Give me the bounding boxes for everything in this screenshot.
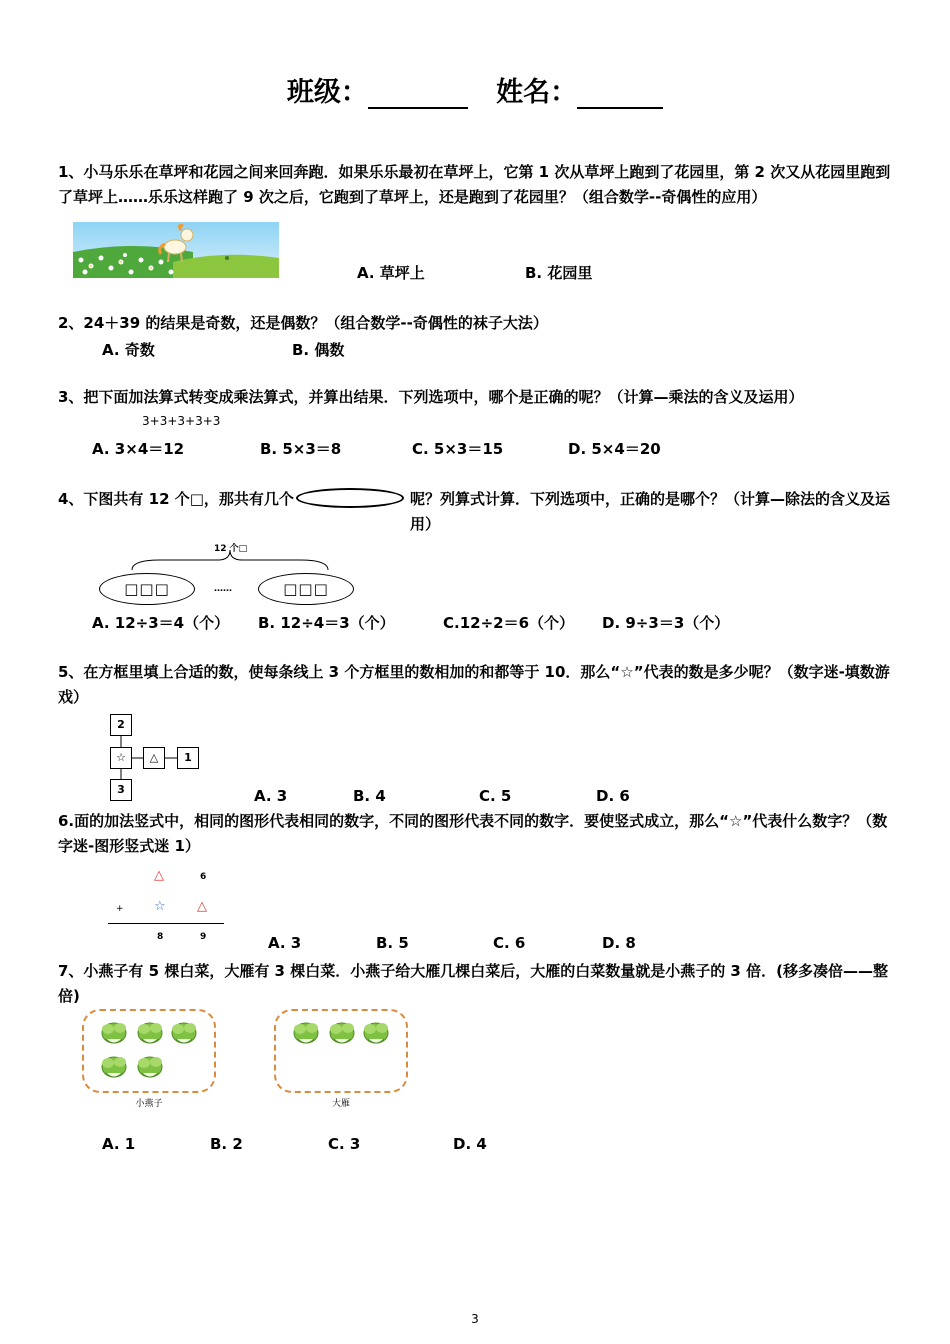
q5-cell-star: ☆ (110, 747, 132, 769)
q1-option-a[interactable]: A. 草坪上 (357, 264, 425, 282)
q7-option-a[interactable]: A. 1 (102, 1135, 136, 1153)
q7-option-b[interactable]: B. 2 (210, 1135, 243, 1153)
q7-left-cabbages (90, 1017, 210, 1087)
q5-option-b[interactable]: B. 4 (353, 787, 386, 805)
q7-left-caption: 小燕子 (135, 1099, 163, 1109)
q2-option-b[interactable]: B. 偶数 (292, 341, 345, 359)
q4-option-c[interactable]: C.12÷2＝6（个） (443, 614, 575, 632)
q7-text: 7、小燕子有 5 棵白菜，大雁有 3 棵白菜．小燕子给大雁几棵白菜后，大雁的白菜数量就是小燕子的 3 倍．(移多凑倍——整倍) (58, 962, 888, 1005)
q4-group-right: □□□ (258, 573, 354, 605)
q3-option-a[interactable]: A. 3×4＝12 (92, 440, 185, 458)
q4-text-before: 4、下图共有 12 个□，那共有几个 (58, 490, 294, 508)
name-label: 姓名： (496, 77, 578, 108)
q6-row1-triangle: △ (154, 868, 164, 883)
q7-option-d[interactable]: D. 4 (453, 1135, 487, 1153)
q6-text: 6.面的加法竖式中，相同的图形代表相同的数字，不同的图形代表不同的数字．要使竖式成立，那么“☆”代表什么数字？（数字迷-图形竖式迷 1） (58, 812, 888, 855)
q6-option-b[interactable]: B. 5 (376, 934, 409, 952)
q5-cell-triangle: △ (143, 747, 165, 769)
pony-garden-image (73, 222, 279, 278)
q3-text: 3、把下面加法算式转变成乘法算式，并算出结果．下列选项中，哪个是正确的呢？（计算—乘法的含义及运用） (58, 388, 804, 406)
q4-text-after-1 (410, 487, 896, 537)
q6-option-a[interactable]: A. 3 (268, 934, 302, 952)
q5-option-a[interactable]: A. 3 (254, 787, 288, 805)
page-number: 3 (471, 1312, 479, 1326)
q5-grid (108, 712, 208, 802)
q3-option-b[interactable]: B. 5×3＝8 (260, 440, 342, 458)
q3-expression: 3+3+3+3+3 (142, 414, 221, 428)
q2-text: 2、24＋39 的结果是奇数，还是偶数？（组合数学--奇偶性的袜子大法） (58, 314, 548, 332)
q1-text: 1、小马乐乐在草坪和花园之间来回奔跑．如果乐乐最初在草坪上，它第 1 次从草坪上跑到了花园里，第 2 次又从花园里跑到了草坪上……乐乐这样跑了 9 次之后，它跑到了草坪上，还是跑到了花园里？（组合数学--奇偶性的应用） (58, 163, 891, 206)
q6-row2-triangle: △ (197, 899, 207, 914)
q6-vertical-sum (108, 866, 228, 946)
q4-text-after: 呢？列算式计算．下列选项中，正确的是哪个？（计算—除法的含义及运用） (410, 490, 891, 533)
q2-option-a[interactable]: A. 奇数 (102, 341, 155, 359)
q5-cell-right: 1 (177, 747, 199, 769)
q6-row1-digit: 6 (200, 872, 207, 882)
name-blank[interactable] (577, 77, 663, 109)
q6-sum-line (108, 923, 224, 924)
q1-option-b[interactable]: B. 花园里 (525, 264, 593, 282)
class-blank[interactable] (368, 77, 468, 109)
q7-right-cabbages (282, 1017, 402, 1087)
q7-right-caption: 大雁 (331, 1099, 350, 1109)
q7-right-basket (274, 1009, 408, 1093)
q5-cell-bottom: 3 (110, 779, 132, 801)
q6-row2-star: ☆ (154, 899, 166, 914)
class-label: 班级： (286, 77, 368, 108)
q5-text: 5、在方框里填上合适的数，使每条线上 3 个方框里的数相加的和都等于 10．那么“☆”代表的数是多少呢？（数字迷-填数游戏） (58, 663, 890, 706)
q5-cell-top: 2 (110, 714, 132, 736)
q3-option-c[interactable]: C. 5×3＝15 (412, 440, 504, 458)
q6-result-tens: 8 (157, 932, 164, 942)
q4-group-left: □□□ (99, 573, 195, 605)
q5-option-d[interactable]: D. 6 (596, 787, 630, 805)
q4-option-d[interactable]: D. 9÷3＝3（个） (602, 614, 730, 632)
q6-plus-sign: + (116, 904, 124, 914)
q4-brace-label: 12 个□ (214, 544, 248, 554)
q6-option-c[interactable]: C. 6 (493, 934, 526, 952)
q5-option-c[interactable]: C. 5 (479, 787, 512, 805)
q3-option-d[interactable]: D. 5×4＝20 (568, 440, 661, 458)
q4-inline-ellipse (296, 488, 404, 508)
q4-ellipsis: …… (214, 584, 232, 594)
q6-result-ones: 9 (200, 932, 207, 942)
q7-left-basket (82, 1009, 216, 1093)
q4-brace (130, 548, 330, 572)
q6-option-d[interactable]: D. 8 (602, 934, 636, 952)
q4-option-a[interactable]: A. 12÷3＝4（个） (92, 614, 230, 632)
q7-option-c[interactable]: C. 3 (328, 1135, 361, 1153)
q4-option-b[interactable]: B. 12÷4＝3（个） (258, 614, 395, 632)
worksheet-header (0, 70, 950, 109)
